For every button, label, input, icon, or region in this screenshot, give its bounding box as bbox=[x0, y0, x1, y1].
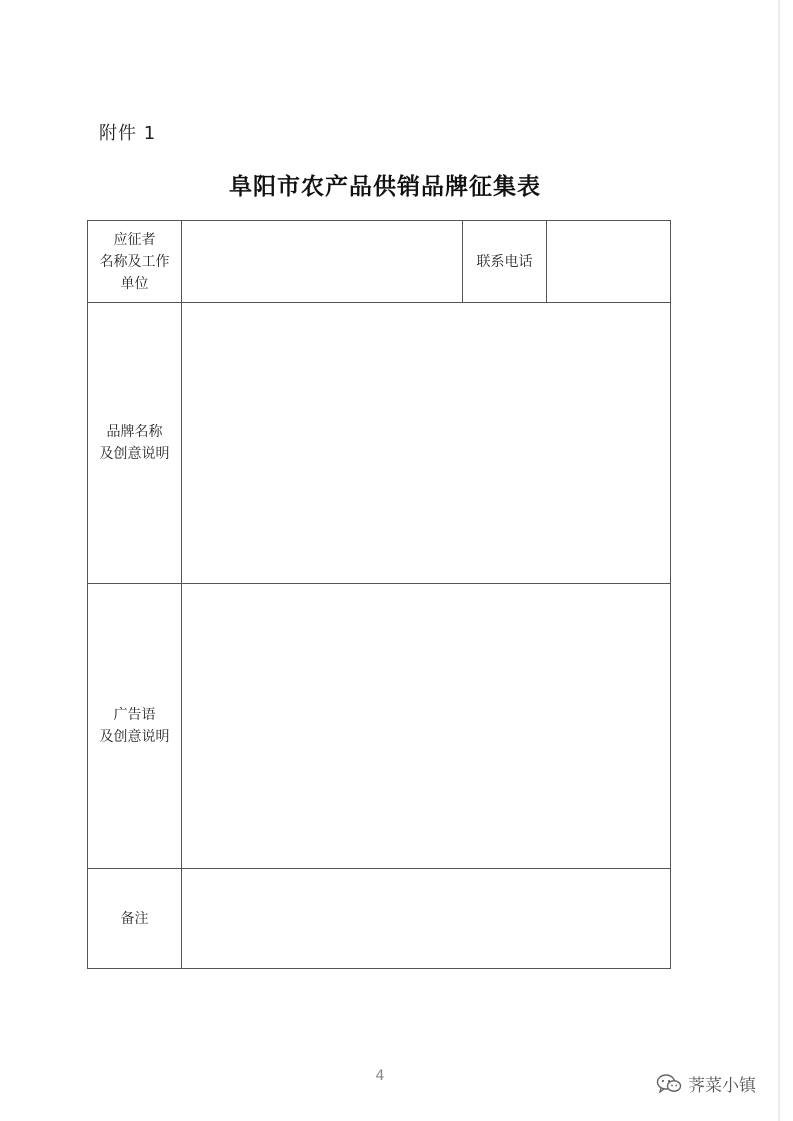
slogan-label-line-2: 及创意说明 bbox=[99, 729, 170, 745]
slogan-label-line-1: 广告语 bbox=[113, 707, 156, 723]
slogan-label-cell bbox=[88, 584, 182, 869]
applicant-value-field[interactable] bbox=[182, 221, 463, 303]
brand-label-line-2: 及创意说明 bbox=[99, 446, 170, 462]
page-title: 阜阳市农产品供销品牌征集表 bbox=[229, 173, 541, 200]
remarks-label: 备注 bbox=[120, 910, 149, 927]
applicant-label-line-2: 名称及工作 bbox=[99, 253, 170, 270]
watermark bbox=[656, 1071, 756, 1096]
brand-label-line-1: 品牌名称 bbox=[106, 424, 163, 440]
applicant-label-line-3: 单位 bbox=[120, 275, 149, 292]
phone-label-cell bbox=[463, 221, 547, 303]
remarks-label-cell bbox=[88, 869, 182, 969]
brand-collection-form bbox=[87, 220, 671, 969]
brand-row bbox=[88, 303, 671, 584]
attachment-label: 附件 1 bbox=[99, 123, 157, 144]
wechat-icon bbox=[656, 1073, 682, 1095]
brand-value-field[interactable] bbox=[182, 303, 671, 584]
page-number: 4 bbox=[375, 1068, 385, 1084]
applicant-row bbox=[88, 221, 671, 303]
phone-value-field[interactable] bbox=[547, 221, 671, 303]
brand-label-cell bbox=[88, 303, 182, 584]
phone-label: 联系电话 bbox=[476, 253, 533, 270]
remarks-row bbox=[88, 869, 671, 969]
applicant-label-cell bbox=[88, 221, 182, 303]
applicant-label-line-1: 应征者 bbox=[113, 231, 156, 248]
slogan-value-field[interactable] bbox=[182, 584, 671, 869]
watermark-text: 荠菜小镇 bbox=[688, 1076, 756, 1096]
remarks-value-field[interactable] bbox=[182, 869, 671, 969]
page-edge-shadow bbox=[778, 0, 780, 1121]
slogan-row bbox=[88, 584, 671, 869]
